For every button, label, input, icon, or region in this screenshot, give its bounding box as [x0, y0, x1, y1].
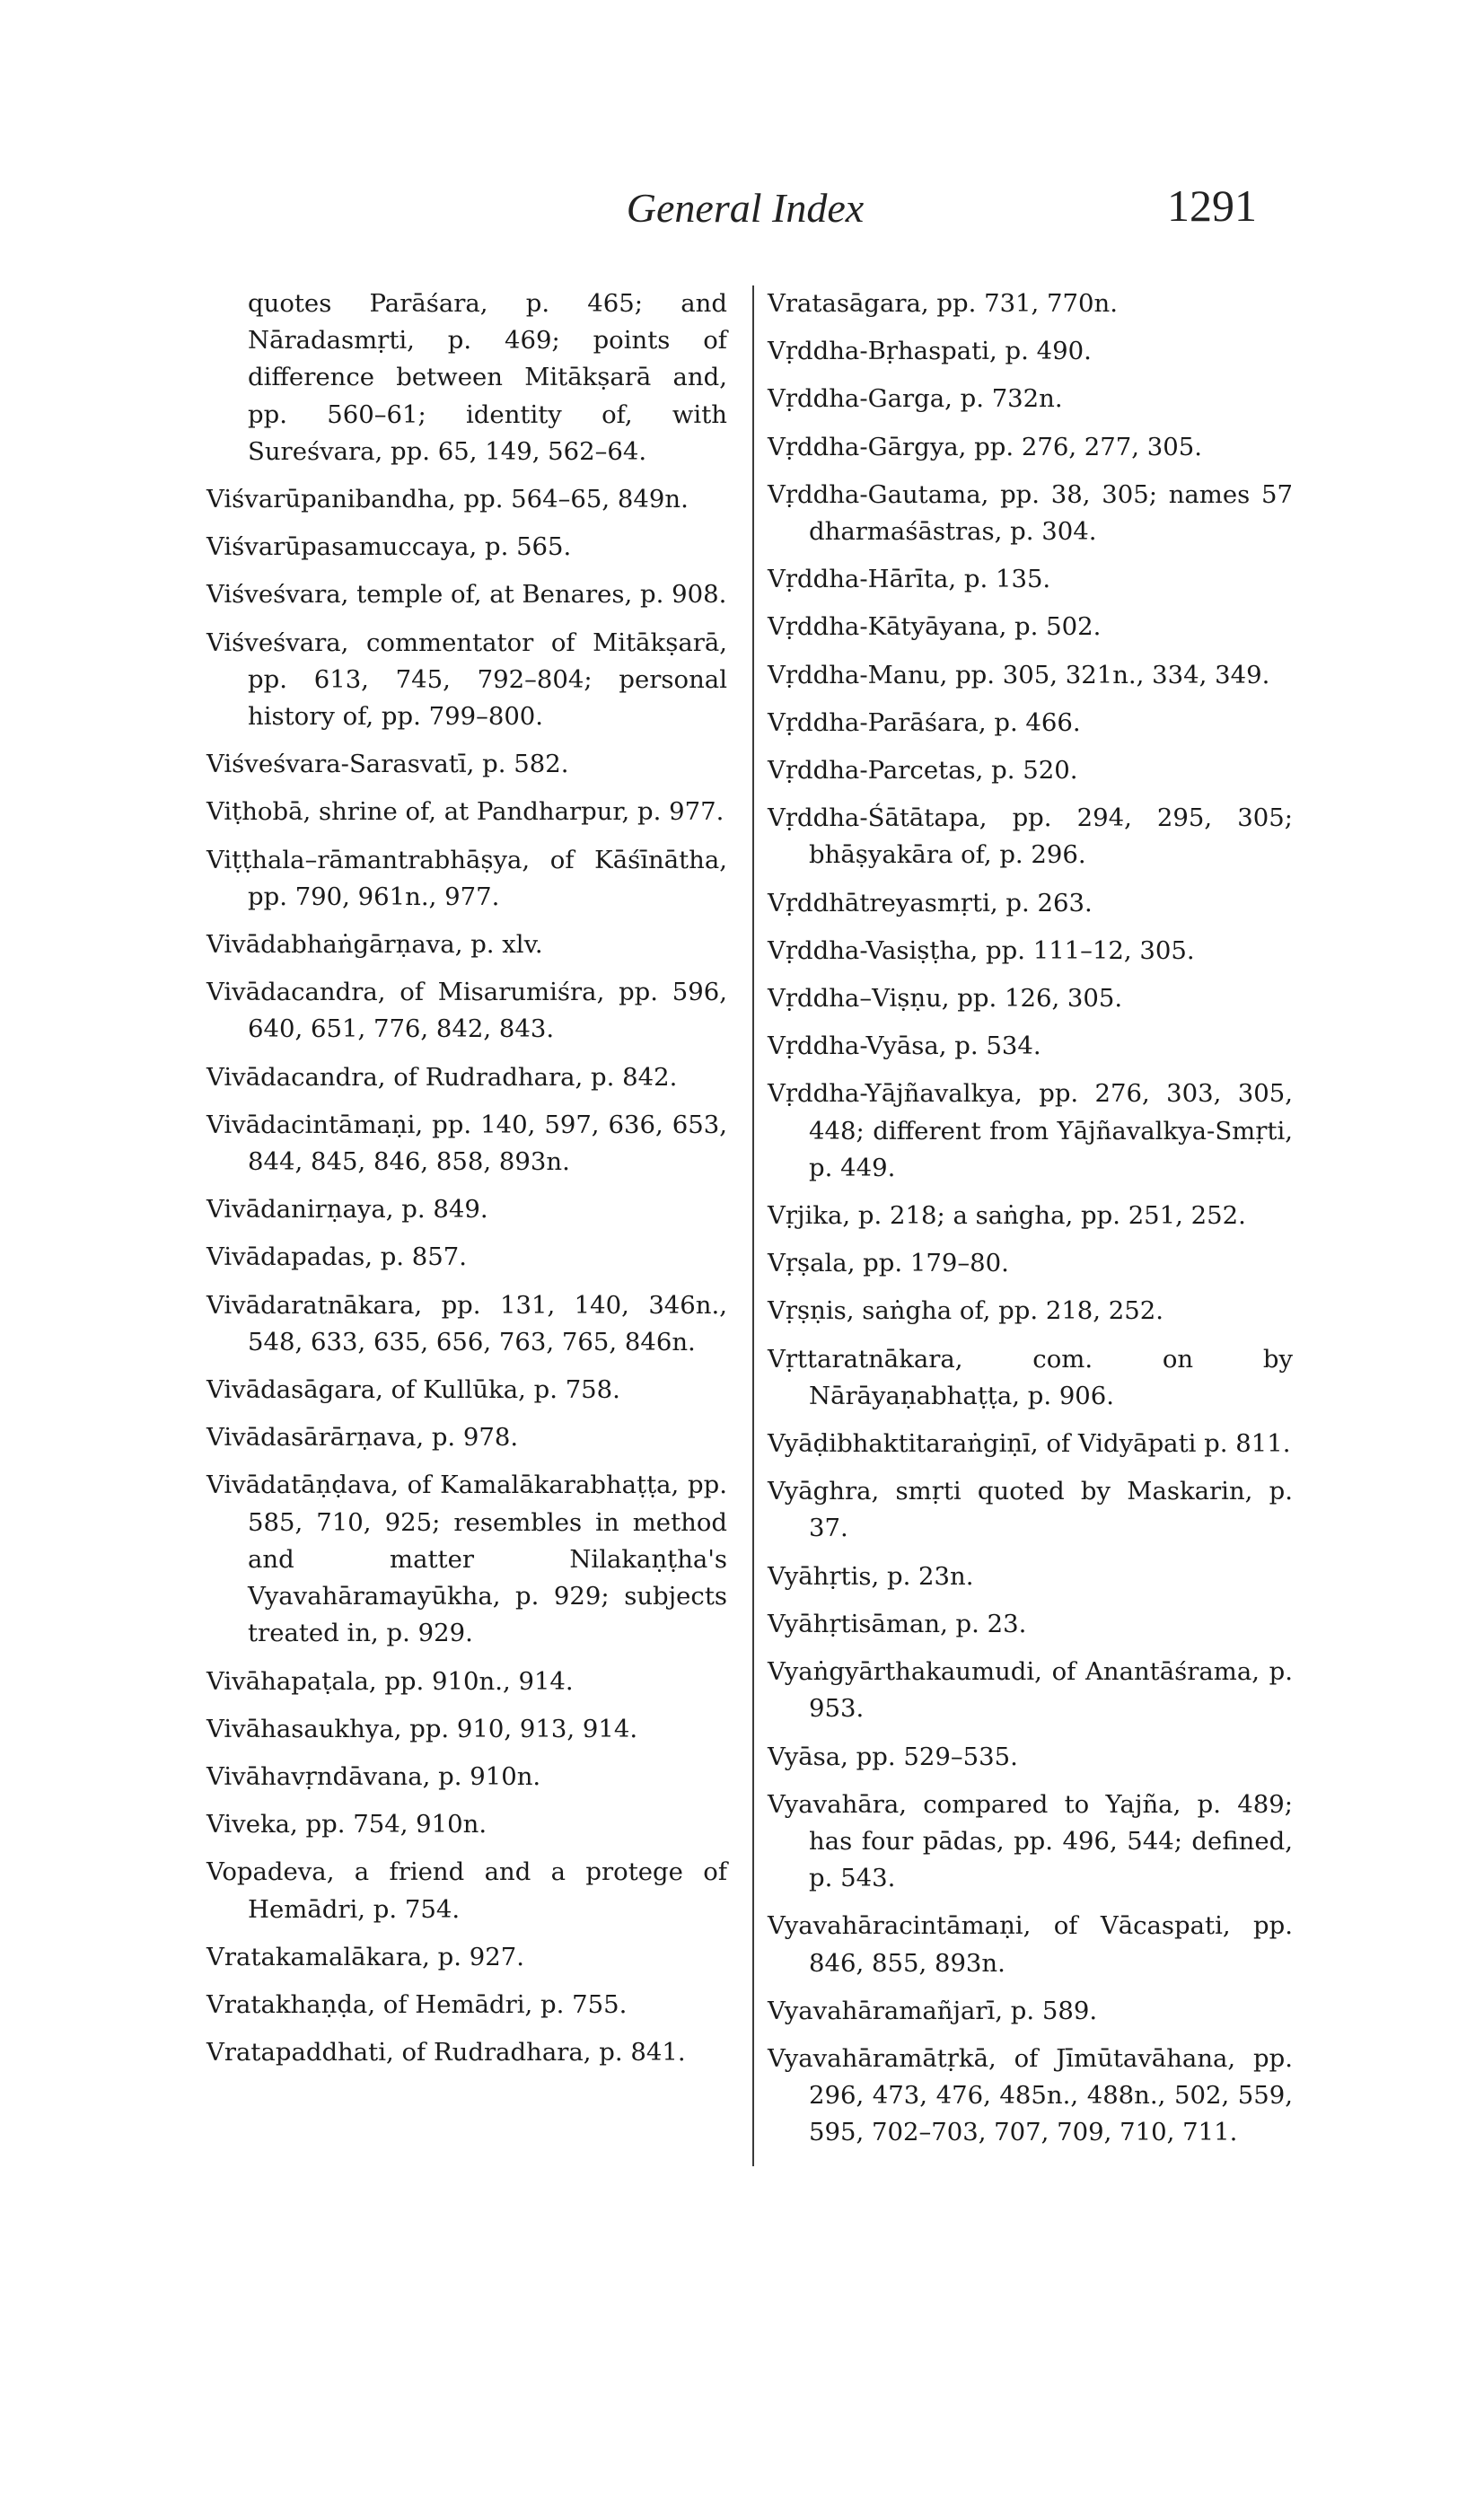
index-entry: Vivāhapaṭala, pp. 910n., 914.: [206, 1666, 574, 1696]
index-entry: Vivādasārārṇava, p. 978.: [206, 1423, 519, 1453]
index-entry: Vṛddha-Parāśara, p. 466.: [768, 707, 1081, 737]
index-entry: Vṛddha-Manu, pp. 305, 321n., 334, 349.: [768, 660, 1270, 689]
index-entry: Vṛddha-Gārgya, pp. 276, 277, 305.: [768, 432, 1203, 461]
index-entry: Vṛṣala, pp. 179–80.: [768, 1249, 1009, 1278]
index-entry: Vṛjika, p. 218; a saṅgha, pp. 251, 252.: [768, 1201, 1246, 1231]
index-entry: Vivādanirṇaya, p. 849.: [206, 1195, 488, 1225]
index-entry: Vyaṅgyārthakaumudi, of Anantāśrama, p. 953.: [768, 1657, 1293, 1724]
index-entry: Vṛddha-Garga, p. 732n.: [768, 384, 1063, 414]
index-entry: Vivādaratnākara, pp. 131, 140, 346n., 548, 633, 635, 656, 763, 765, 846n.: [206, 1290, 727, 1356]
index-entry: Viśvarūpanibandha, pp. 564–65, 849n.: [206, 485, 689, 514]
index-entry: Vivādatāṇḍava, of Kamalākarabhaṭṭa, pp. 585, 710, 925; resembles in method and matter Nilakaṇṭha's Vyavahāramayūkha, p. 929; subjects treated in, p. 929.: [206, 1470, 727, 1648]
index-entry: Vṛddha-Śātātapa, pp. 294, 295, 305; bhāṣyakāra of, p. 296.: [768, 803, 1293, 870]
running-header-title: General Index: [626, 185, 865, 231]
index-entry: Vivādacintāmaṇi, pp. 140, 597, 636, 653, 844, 845, 846, 858, 893n.: [206, 1110, 727, 1177]
index-entry: Vṛddha–Viṣṇu, pp. 126, 305.: [768, 984, 1123, 1014]
index-entry: Vṛddha-Parcetas, p. 520.: [768, 756, 1078, 786]
index-column-right: [768, 285, 1293, 2163]
index-entry: Vyavahāramātṛkā, of Jīmūtavāhana, pp. 296, 473, 476, 485n., 488n., 502, 559, 595, 702–703, 707, 709, 710, 711.: [768, 2043, 1293, 2147]
index-entry: Vivādacandra, of Misarumiśra, pp. 596, 640, 651, 776, 842, 843.: [206, 978, 727, 1044]
index-entry: Viṭhobā, shrine of, at Pandharpur, p. 977.: [206, 797, 724, 827]
index-entry: Vivāhasaukhya, pp. 910, 913, 914.: [206, 1714, 638, 1743]
index-entry: Vratakamalākara, p. 927.: [206, 1942, 524, 1971]
index-entry: Vṛddha-Vyāsa, p. 534.: [768, 1032, 1041, 1061]
index-entry: Vivādasāgara, of Kullūka, p. 758.: [206, 1375, 620, 1405]
index-entry: Vyāhṛtis, p. 23n.: [768, 1561, 974, 1591]
index-entry: Vṛddha-Hārīta, p. 135.: [768, 565, 1051, 594]
index-entry: Vyavahāracintāmaṇi, of Vācaspati, pp. 846, 855, 893n.: [768, 1911, 1293, 1978]
index-entry: Vivādapadas, p. 857.: [206, 1242, 468, 1272]
index-entry: Vyāghra, smṛti quoted by Maskarin, p. 37.: [768, 1477, 1293, 1543]
index-entry: Vyāhṛtisāman, p. 23.: [768, 1609, 1027, 1638]
index-entry: Vratasāgara, pp. 731, 770n.: [768, 289, 1118, 318]
index-entry: Vṛddha-Yājñavalkya, pp. 276, 303, 305, 448; different from Yājñavalkya-Smṛti, p. 449.: [768, 1079, 1293, 1182]
index-entry: Vṛttaratnākara, com. on by Nārāyaṇabhaṭṭa, p. 906.: [768, 1344, 1293, 1410]
index-entry: Vyāḍibhaktitaraṅgiṇī, of Vidyāpati p. 811.: [768, 1429, 1291, 1459]
index-entry: Viśvarūpasamuccaya, p. 565.: [206, 532, 572, 562]
index-entry: Vyavahāramañjarī, p. 589.: [768, 1996, 1098, 2025]
index-entry: Viśveśvara-Sarasvatī, p. 582.: [206, 750, 569, 779]
index-entry: Viṭṭhala–rāmantrabhāṣya, of Kāśīnātha, pp. 790, 961n., 977.: [206, 845, 727, 911]
index-entry: Viśveśvara, commentator of Mitākṣarā, pp. 613, 745, 792–804; personal history of, pp. 799–800.: [206, 628, 727, 732]
index-entry: Viśveśvara, temple of, at Benares, p. 908.: [206, 580, 727, 610]
index-entry: Vyavahāra, compared to Yajña, p. 489; has four pādas, pp. 496, 544; defined, p. 543.: [768, 1789, 1293, 1893]
column-divider: [752, 285, 754, 2166]
index-entry: Vṛddha-Vasiṣṭha, pp. 111–12, 305.: [768, 935, 1195, 965]
index-entry: Vivāhavṛndāvana, p. 910n.: [206, 1761, 541, 1791]
index-entry: Vratakhaṇḍa, of Hemādri, p. 755.: [206, 1989, 628, 2019]
index-entry: Vivādabhaṅgārṇava, p. xlv.: [206, 930, 543, 960]
index-entry: Viveka, pp. 754, 910n.: [206, 1810, 487, 1839]
index-entry: Vyāsa, pp. 529–535.: [768, 1742, 1018, 1771]
index-entry: Vṛddha-Gautama, pp. 38, 305; names 57 dharmaśāstras, p. 304.: [768, 479, 1293, 547]
index-column-left: [206, 285, 727, 2082]
index-entry: Vivādacandra, of Rudradhara, p. 842.: [206, 1062, 678, 1092]
index-entry: Vṛddhātreyasmṛti, p. 263.: [768, 888, 1093, 917]
index-entry: Vratapaddhati, of Rudradhara, p. 841.: [206, 2038, 686, 2067]
index-entry: Vopadeva, a friend and a protege of Hemādri, p. 754.: [206, 1857, 727, 1924]
index-entry: Vṛddha-Bṛhaspati, p. 490.: [768, 337, 1092, 366]
page-number: 1291: [1167, 180, 1257, 231]
index-entry: Vṛddha-Kātyāyana, p. 502.: [768, 612, 1102, 642]
index-entry: quotes Parāśara, p. 465; and Nāradasmṛti, p. 469; points of difference between Mitākṣarā and, pp. 560–61; identity of, with Sureśvara, pp. 65, 149, 562–64.: [248, 289, 727, 466]
index-entry: Vṛṣṇis, saṅgha of, pp. 218, 252.: [768, 1296, 1164, 1326]
